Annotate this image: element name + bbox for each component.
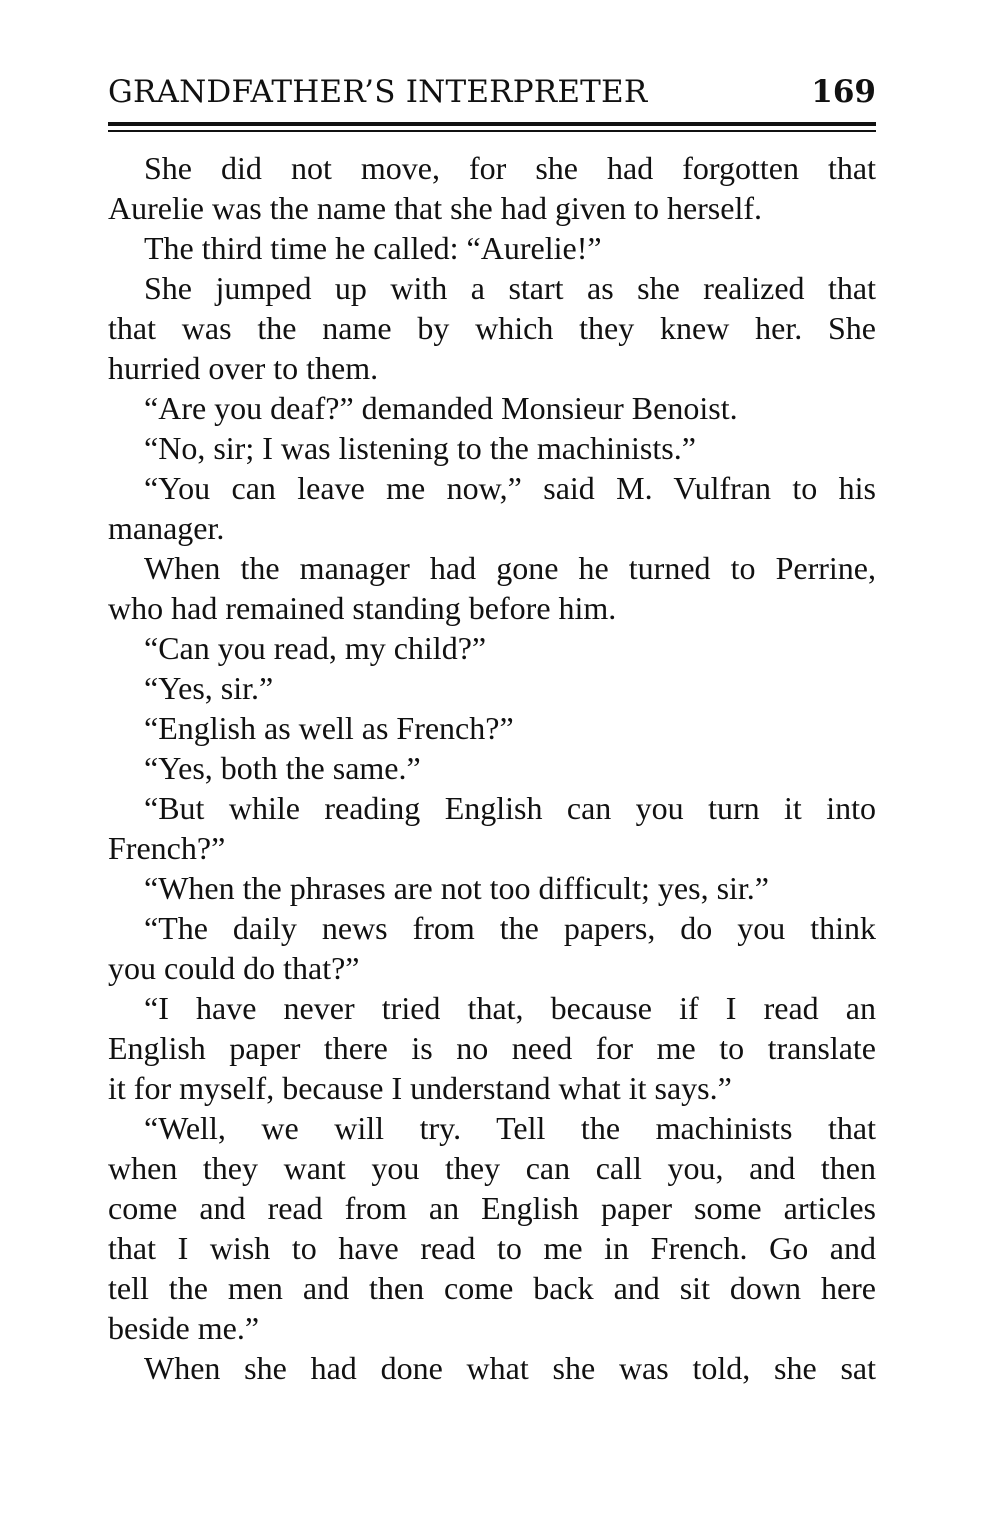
text-line: She jumped up with a start as she realized that: [144, 270, 876, 306]
text-line: that was the name by which they knew her. She: [108, 310, 876, 346]
text-line: “The daily news from the papers, do you think: [144, 910, 876, 946]
text-line: “I have never tried that, because if I read an: [144, 990, 876, 1026]
running-title: GRANDFATHER’S INTERPRETER: [108, 74, 648, 110]
text-line: “Well, we will try. Tell the machinists that: [144, 1110, 876, 1146]
text-line: who had remained standing before him.: [108, 590, 617, 626]
text-line: “Yes, both the same.”: [144, 750, 421, 786]
text-line: English paper there is no need for me to translate: [108, 1030, 876, 1066]
page-number: 169: [811, 74, 876, 110]
text-line: you could do that?”: [108, 950, 360, 986]
text-line: it for myself, because I understand what it says.”: [108, 1070, 732, 1106]
body-text: [108, 148, 876, 1388]
text-line: “Are you deaf?” demanded Monsieur Benoist.: [144, 390, 738, 426]
text-line: Aurelie was the name that she had given to herself.: [108, 190, 762, 226]
text-line: that I wish to have read to me in French. Go and: [108, 1230, 876, 1266]
text-line: When the manager had gone he turned to Perrine,: [144, 550, 876, 586]
text-line: beside me.”: [108, 1310, 260, 1346]
text-line: manager.: [108, 510, 225, 546]
text-line: French?”: [108, 830, 226, 866]
text-line: When she had done what she was told, she sat: [144, 1350, 876, 1386]
text-line: come and read from an English paper some articles: [108, 1190, 876, 1226]
text-line: when they want you they can call you, and then: [108, 1150, 876, 1186]
header-rule-thick: [108, 122, 876, 126]
text-line: tell the men and then come back and sit down here: [108, 1270, 876, 1306]
text-line: “No, sir; I was listening to the machinists.”: [144, 430, 696, 466]
text-line: “Can you read, my child?”: [144, 630, 487, 666]
text-line: “Yes, sir.”: [144, 670, 274, 706]
text-line: “But while reading English can you turn it into: [144, 790, 876, 826]
header-rule-thin: [108, 130, 876, 132]
text-line: hurried over to them.: [108, 350, 379, 386]
text-line: “When the phrases are not too difficult; yes, sir.”: [144, 870, 769, 906]
text-line: “You can leave me now,” said M. Vulfran to his: [144, 470, 876, 506]
text-line: “English as well as French?”: [144, 710, 514, 746]
page-header: [108, 74, 876, 118]
text-line: The third time he called: “Aurelie!”: [144, 230, 602, 266]
text-line: She did not move, for she had forgotten that: [144, 150, 876, 186]
